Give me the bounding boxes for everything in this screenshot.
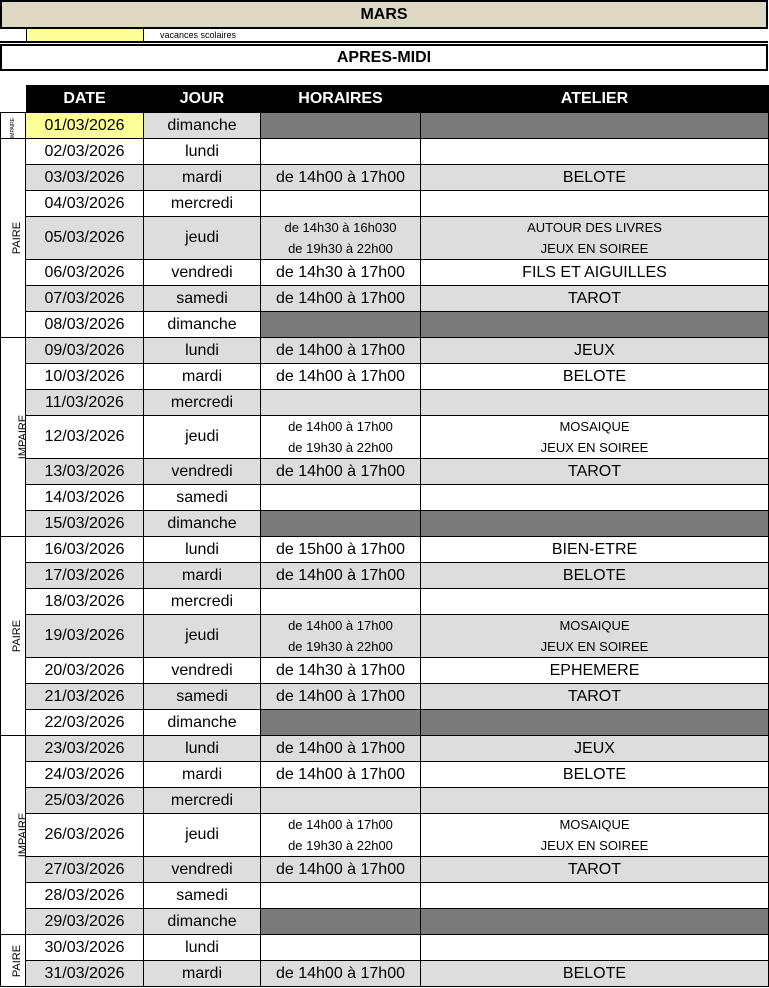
activity-line: TAROT bbox=[567, 289, 622, 307]
hours-cell bbox=[261, 857, 421, 883]
schedule-row bbox=[1, 658, 769, 684]
activity-line: FILS ET AIGUILLES bbox=[522, 263, 667, 281]
hours-line: de 14h00 à 17h00 bbox=[275, 341, 405, 359]
date-cell: 30/03/2026 bbox=[26, 935, 144, 961]
day-cell: lundi bbox=[144, 139, 261, 165]
day-cell: mardi bbox=[144, 165, 261, 191]
schedule-row bbox=[1, 113, 769, 139]
date-cell: 31/03/2026 bbox=[26, 961, 144, 987]
hours-line: de 14h00 à 17h00 bbox=[275, 462, 405, 480]
hours-cell bbox=[261, 217, 421, 260]
hours-cell bbox=[261, 139, 421, 165]
hours-cell bbox=[261, 589, 421, 615]
hours-cell bbox=[261, 165, 421, 191]
hours-line: de 19h30 à 22h00 bbox=[288, 440, 393, 455]
schedule-row bbox=[1, 260, 769, 286]
date-cell: 29/03/2026 bbox=[26, 909, 144, 935]
legend bbox=[0, 29, 768, 43]
schedule-row bbox=[1, 416, 769, 459]
schedule-row bbox=[1, 883, 769, 909]
hours-line: de 14h00 à 17h00 bbox=[275, 687, 405, 705]
activity-cell bbox=[421, 762, 769, 788]
day-cell: vendredi bbox=[144, 658, 261, 684]
schedule-row bbox=[1, 338, 769, 364]
hours-cell bbox=[261, 364, 421, 390]
day-cell: dimanche bbox=[144, 113, 261, 139]
activity-cell bbox=[421, 312, 769, 338]
schedule-row bbox=[1, 286, 769, 312]
date-cell: 06/03/2026 bbox=[26, 260, 144, 286]
activity-line: BELOTE bbox=[562, 765, 627, 783]
date-cell: 01/03/2026 bbox=[26, 113, 144, 139]
hours-line: de 14h00 à 17h00 bbox=[288, 618, 393, 633]
hours-line: de 14h00 à 17h00 bbox=[275, 860, 405, 878]
hours-line: de 19h30 à 22h00 bbox=[288, 838, 393, 853]
header-hours: HORAIRES bbox=[261, 85, 421, 113]
header-corner bbox=[1, 85, 26, 113]
activity-cell bbox=[421, 788, 769, 814]
hours-cell bbox=[261, 260, 421, 286]
schedule-row bbox=[1, 710, 769, 736]
date-cell: 11/03/2026 bbox=[26, 390, 144, 416]
activity-line: JEUX EN SOIREE bbox=[540, 639, 649, 654]
activity-cell bbox=[421, 537, 769, 563]
schedule-row bbox=[1, 563, 769, 589]
schedule-row bbox=[1, 364, 769, 390]
hours-cell bbox=[261, 338, 421, 364]
schedule-row bbox=[1, 736, 769, 762]
activity-cell bbox=[421, 814, 769, 857]
day-cell: mardi bbox=[144, 563, 261, 589]
schedule-row bbox=[1, 165, 769, 191]
day-cell: jeudi bbox=[144, 217, 261, 260]
hours-line: de 14h00 à 17h00 bbox=[275, 765, 405, 783]
activity-cell bbox=[421, 338, 769, 364]
hours-cell bbox=[261, 814, 421, 857]
hours-cell bbox=[261, 511, 421, 537]
activity-line: BELOTE bbox=[562, 367, 627, 385]
hours-line: de 14h30 à 16h030 bbox=[284, 220, 397, 235]
hours-cell bbox=[261, 286, 421, 312]
period-title: APRES-MIDI bbox=[0, 44, 768, 71]
week-parity-text: PAIRE bbox=[11, 944, 24, 977]
date-cell: 16/03/2026 bbox=[26, 537, 144, 563]
activity-line: JEUX bbox=[574, 739, 615, 757]
activity-cell bbox=[421, 710, 769, 736]
schedule-row bbox=[1, 312, 769, 338]
day-cell: mardi bbox=[144, 762, 261, 788]
day-cell: samedi bbox=[144, 286, 261, 312]
activity-cell bbox=[421, 615, 769, 658]
week-parity-text: IMPAIRE bbox=[17, 812, 30, 858]
activity-cell bbox=[421, 563, 769, 589]
hours-cell bbox=[261, 563, 421, 589]
header-day: JOUR bbox=[144, 85, 261, 113]
hours-cell bbox=[261, 736, 421, 762]
header-row bbox=[1, 85, 769, 113]
week-parity-text: PAIRE bbox=[11, 221, 24, 255]
activity-line: JEUX EN SOIREE bbox=[540, 440, 649, 455]
day-cell: dimanche bbox=[144, 511, 261, 537]
date-cell: 02/03/2026 bbox=[26, 139, 144, 165]
activity-line: TAROT bbox=[567, 860, 622, 878]
date-cell: 21/03/2026 bbox=[26, 684, 144, 710]
schedule-row bbox=[1, 390, 769, 416]
schedule-row bbox=[1, 615, 769, 658]
activity-line: BELOTE bbox=[562, 964, 627, 982]
activity-cell bbox=[421, 260, 769, 286]
activity-line: BIEN-ETRE bbox=[551, 540, 638, 558]
month-title: MARS bbox=[0, 0, 768, 29]
date-cell: 14/03/2026 bbox=[26, 485, 144, 511]
schedule-row bbox=[1, 935, 769, 961]
header-activity: ATELIER bbox=[421, 85, 769, 113]
activity-line: BELOTE bbox=[562, 566, 627, 584]
activity-cell bbox=[421, 390, 769, 416]
date-cell: 08/03/2026 bbox=[26, 312, 144, 338]
activity-cell bbox=[421, 416, 769, 459]
date-cell: 13/03/2026 bbox=[26, 459, 144, 485]
hours-line: de 14h00 à 17h00 bbox=[288, 817, 393, 832]
schedule-row bbox=[1, 814, 769, 857]
hours-cell bbox=[261, 658, 421, 684]
date-cell: 10/03/2026 bbox=[26, 364, 144, 390]
day-cell: mercredi bbox=[144, 788, 261, 814]
activity-cell bbox=[421, 883, 769, 909]
date-cell: 27/03/2026 bbox=[26, 857, 144, 883]
activity-line: MOSAIQUE bbox=[559, 618, 630, 633]
date-cell: 07/03/2026 bbox=[26, 286, 144, 312]
schedule-row bbox=[1, 961, 769, 987]
schedule-table bbox=[0, 85, 769, 987]
activity-line: JEUX EN SOIREE bbox=[540, 241, 649, 256]
week-parity-text: IMPAIRE bbox=[17, 414, 30, 460]
hours-line: de 14h30 à 17h00 bbox=[275, 263, 405, 281]
activity-line: MOSAIQUE bbox=[559, 817, 630, 832]
date-cell: 03/03/2026 bbox=[26, 165, 144, 191]
day-cell: lundi bbox=[144, 736, 261, 762]
activity-line: MOSAIQUE bbox=[559, 419, 630, 434]
week-parity-label bbox=[1, 113, 26, 139]
date-cell: 20/03/2026 bbox=[26, 658, 144, 684]
schedule-row bbox=[1, 459, 769, 485]
date-cell: 26/03/2026 bbox=[26, 814, 144, 857]
day-cell: samedi bbox=[144, 485, 261, 511]
hours-line: de 14h00 à 17h00 bbox=[275, 566, 405, 584]
header-date: DATE bbox=[26, 85, 144, 113]
activity-line: TAROT bbox=[567, 687, 622, 705]
hours-cell bbox=[261, 113, 421, 139]
hours-cell bbox=[261, 615, 421, 658]
day-cell: lundi bbox=[144, 338, 261, 364]
week-parity-label bbox=[1, 736, 30, 935]
date-cell: 15/03/2026 bbox=[26, 511, 144, 537]
hours-cell bbox=[261, 416, 421, 459]
week-parity-label bbox=[1, 537, 26, 736]
hours-cell bbox=[261, 762, 421, 788]
schedule-row bbox=[1, 684, 769, 710]
schedule-body bbox=[1, 113, 769, 987]
activity-cell bbox=[421, 909, 769, 935]
schedule-row bbox=[1, 139, 769, 165]
activity-line: JEUX bbox=[574, 341, 615, 359]
activity-cell bbox=[421, 113, 769, 139]
hours-line: de 14h00 à 17h00 bbox=[275, 739, 405, 757]
schedule-row bbox=[1, 217, 769, 260]
hours-line: de 19h30 à 22h00 bbox=[288, 241, 393, 256]
activity-line: EPHEMERE bbox=[549, 661, 640, 679]
day-cell: lundi bbox=[144, 537, 261, 563]
day-cell: jeudi bbox=[144, 814, 261, 857]
day-cell: mercredi bbox=[144, 589, 261, 615]
hours-cell bbox=[261, 935, 421, 961]
day-cell: vendredi bbox=[144, 459, 261, 485]
day-cell: lundi bbox=[144, 935, 261, 961]
activity-cell bbox=[421, 857, 769, 883]
hours-line: de 14h00 à 17h00 bbox=[275, 289, 405, 307]
activity-line: BELOTE bbox=[562, 168, 627, 186]
hours-line: de 19h30 à 22h00 bbox=[288, 639, 393, 654]
hours-cell bbox=[261, 459, 421, 485]
date-cell: 28/03/2026 bbox=[26, 883, 144, 909]
day-cell: mercredi bbox=[144, 191, 261, 217]
day-cell: vendredi bbox=[144, 857, 261, 883]
activity-cell bbox=[421, 459, 769, 485]
activity-cell bbox=[421, 286, 769, 312]
day-cell: jeudi bbox=[144, 416, 261, 459]
date-cell: 04/03/2026 bbox=[26, 191, 144, 217]
day-cell: samedi bbox=[144, 883, 261, 909]
schedule-row bbox=[1, 909, 769, 935]
day-cell: samedi bbox=[144, 684, 261, 710]
day-cell: dimanche bbox=[144, 909, 261, 935]
week-parity-text: PAIRE bbox=[11, 619, 24, 653]
hours-line: de 14h00 à 17h00 bbox=[275, 964, 405, 982]
week-parity-label bbox=[1, 139, 26, 338]
hours-cell bbox=[261, 883, 421, 909]
day-cell: dimanche bbox=[144, 710, 261, 736]
legend-label: vacances scolaires bbox=[160, 30, 237, 40]
schedule-row bbox=[1, 589, 769, 615]
hours-cell bbox=[261, 710, 421, 736]
hours-line: de 14h30 à 17h00 bbox=[275, 661, 405, 679]
activity-cell bbox=[421, 364, 769, 390]
date-cell: 12/03/2026 bbox=[26, 416, 144, 459]
date-cell: 25/03/2026 bbox=[26, 788, 144, 814]
hours-cell bbox=[261, 191, 421, 217]
hours-line: de 14h00 à 17h00 bbox=[288, 419, 393, 434]
schedule-row bbox=[1, 537, 769, 563]
activity-cell bbox=[421, 684, 769, 710]
activity-cell bbox=[421, 589, 769, 615]
date-cell: 17/03/2026 bbox=[26, 563, 144, 589]
day-cell: mardi bbox=[144, 961, 261, 987]
schedule-row bbox=[1, 485, 769, 511]
activity-line: JEUX EN SOIREE bbox=[540, 838, 649, 853]
hours-cell bbox=[261, 537, 421, 563]
schedule-row bbox=[1, 762, 769, 788]
date-cell: 18/03/2026 bbox=[26, 589, 144, 615]
activity-cell bbox=[421, 191, 769, 217]
date-cell: 05/03/2026 bbox=[26, 217, 144, 260]
hours-cell bbox=[261, 390, 421, 416]
date-cell: 09/03/2026 bbox=[26, 338, 144, 364]
activity-cell bbox=[421, 217, 769, 260]
week-parity-text: IMPAIRE bbox=[9, 117, 16, 138]
activity-cell bbox=[421, 485, 769, 511]
hours-line: de 14h00 à 17h00 bbox=[275, 168, 405, 186]
activity-cell bbox=[421, 511, 769, 537]
activity-cell bbox=[421, 935, 769, 961]
day-cell: jeudi bbox=[144, 615, 261, 658]
hours-cell bbox=[261, 909, 421, 935]
activity-cell bbox=[421, 961, 769, 987]
activity-line: AUTOUR DES LIVRES bbox=[527, 220, 662, 235]
activity-cell bbox=[421, 165, 769, 191]
date-cell: 24/03/2026 bbox=[26, 762, 144, 788]
activity-cell bbox=[421, 736, 769, 762]
hours-cell bbox=[261, 788, 421, 814]
day-cell: dimanche bbox=[144, 312, 261, 338]
hours-cell bbox=[261, 961, 421, 987]
schedule-row bbox=[1, 857, 769, 883]
week-parity-label bbox=[1, 935, 26, 987]
date-cell: 23/03/2026 bbox=[26, 736, 144, 762]
date-cell: 22/03/2026 bbox=[26, 710, 144, 736]
day-cell: mardi bbox=[144, 364, 261, 390]
activity-cell bbox=[421, 139, 769, 165]
week-parity-label bbox=[1, 338, 30, 537]
schedule-row bbox=[1, 191, 769, 217]
hours-line: de 14h00 à 17h00 bbox=[275, 367, 405, 385]
hours-cell bbox=[261, 485, 421, 511]
date-cell: 19/03/2026 bbox=[26, 615, 144, 658]
legend-swatch-school-holidays bbox=[26, 29, 144, 41]
activity-cell bbox=[421, 658, 769, 684]
hours-cell bbox=[261, 312, 421, 338]
hours-cell bbox=[261, 684, 421, 710]
day-cell: mercredi bbox=[144, 390, 261, 416]
schedule-row bbox=[1, 788, 769, 814]
day-cell: vendredi bbox=[144, 260, 261, 286]
activity-line: TAROT bbox=[567, 462, 622, 480]
schedule-row bbox=[1, 511, 769, 537]
hours-line: de 15h00 à 17h00 bbox=[275, 540, 405, 558]
